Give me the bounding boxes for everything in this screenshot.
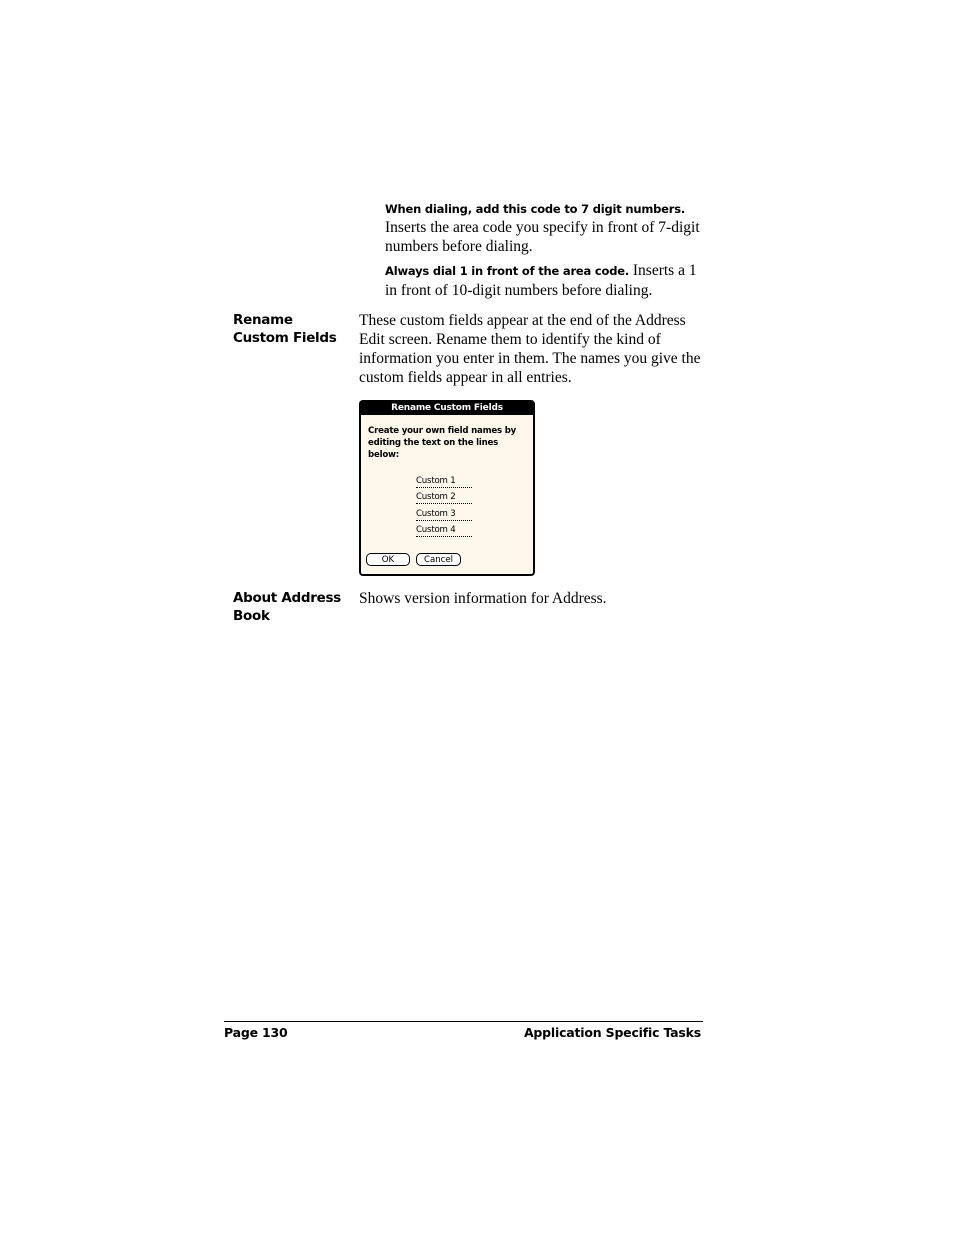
rename-custom-fields-description: These custom fields appear at the end of the Address Edit screen. Rename them to identify the kind of information you enter in them. The names you give the custom fields appear in all entries.: [359, 312, 701, 386]
page-number: Page 130: [224, 1025, 288, 1040]
dialing-option-2-desc: Inserts a 1 in front of 10-digit numbers before dialing.: [385, 262, 697, 299]
chapter-title: Application Specific Tasks: [523, 1025, 701, 1040]
about-address-book-heading: About Address Book: [233, 590, 341, 624]
about-address-book-description: Shows version information for Address.: [359, 590, 607, 607]
custom-field-3-input[interactable]: Custom 3: [416, 508, 472, 521]
dialog-instructions: Create your own field names by editing the text on the lines below:: [368, 426, 517, 460]
dialing-option-1-desc: Inserts the area code you specify in front of 7-digit numbers before dialing.: [385, 219, 700, 255]
custom-field-1-input[interactable]: Custom 1: [416, 475, 472, 488]
footer-rule: [224, 1021, 703, 1022]
dialing-option-1-label: When dialing, add this code to 7 digit numbers.: [385, 202, 686, 216]
ok-button[interactable]: OK: [366, 553, 410, 566]
rename-custom-fields-dialog: [359, 400, 535, 576]
custom-field-2-input[interactable]: Custom 2: [416, 491, 472, 504]
dialing-option-1: [385, 201, 705, 256]
custom-field-4-input[interactable]: Custom 4: [416, 524, 472, 537]
rename-custom-fields-heading: Rename Custom Fields: [233, 312, 337, 346]
dialog-title: Rename Custom Fields: [361, 402, 533, 415]
cancel-button[interactable]: Cancel: [416, 553, 461, 566]
dialing-option-2-label: Always dial 1 in front of the area code.: [385, 264, 630, 278]
dialing-option-2: [385, 261, 705, 300]
